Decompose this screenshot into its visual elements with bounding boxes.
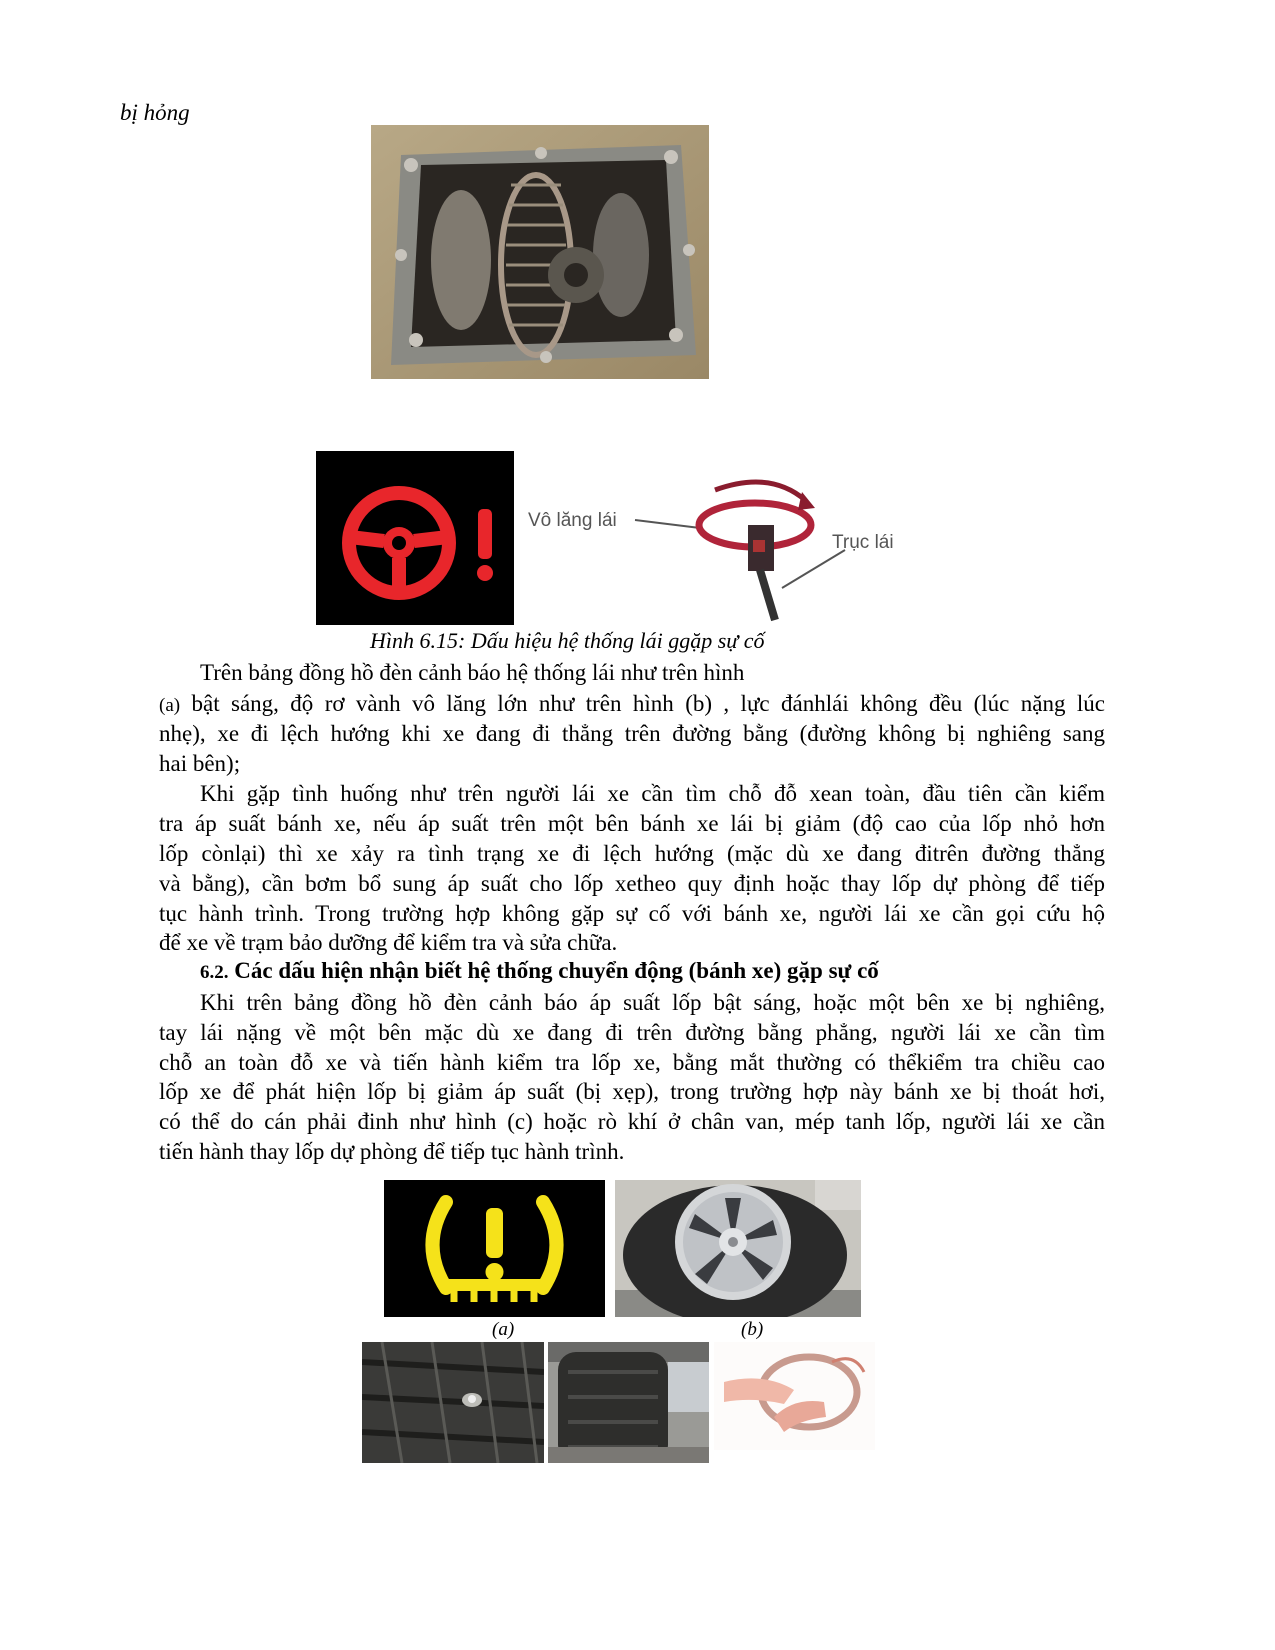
differential-photo [371,125,709,379]
top-text: bị hỏng [120,100,190,125]
paragraph-action-line4: và bằng), cần bơm bổ sung áp suất cho lốp xetheo quy định hoặc thay lốp dự phòng để tiếp [159,871,1105,896]
paragraph-action-line3: lốp cònlại) thì xe xảy ra tình trạng xe đi lệch hướng (mặc dù xe đang đitrên đường thẳng [159,841,1105,866]
hands-steering-wheel-illustration [714,1342,875,1450]
flat-tire-photo [615,1180,861,1317]
figure-label-b: (b) [741,1319,764,1340]
paragraph-steering-line2: (a) bật sáng, độ rơ vành vô lăng lớn như trên hình (b) , lực đánhlái không đều (lúc nặng lúc [159,691,1105,716]
paragraph-wheels-line6: tiến hành thay lốp dự phòng để tiếp tục hành trình. [159,1139,625,1164]
paragraph-steering-line4: hai bên); [159,751,241,776]
paragraph-wheels-line4: lốp xe để phát hiện lốp bị giảm áp suất (bị xẹp), trong trường hợp này bánh xe bị thoát hơi, [159,1079,1105,1104]
paragraph-action-line6: để xe về trạm bảo dưỡng để kiểm tra và sửa chữa. [159,930,618,955]
steering-diagram [520,470,910,628]
tpms-warning-lamp [384,1180,605,1317]
paragraph-marker-a: (a) [159,695,181,716]
paragraph-wheels-line2: tay lái nặng về một bên mặc dù xe đang đi trên đường bằng phẳng, người lái xe cần tìm [159,1020,1105,1045]
paragraph-wheels-line3: chỗ an toàn đỗ xe và tiến hành kiểm tra lốp xe, bằng mắt thường có thểkiểm tra chiều cao [159,1050,1105,1075]
paragraph-wheels-line1: Khi trên bảng đồng hồ đèn cảnh báo áp suất lốp bật sáng, hoặc một bên xe bị nghiêng, [200,990,1105,1015]
paragraph-action-line1: Khi gặp tình huống như trên người lái xe cần tìm chỗ đỗ xean toàn, đầu tiên cần kiểm [200,781,1105,806]
paragraph-steering-line3: nhẹ), xe đi lệch hướng khi xe đang đi thẳng trên đường bằng (đường không bị nghiêng sang [159,721,1105,746]
steering-warning-lamp [316,451,514,625]
section-heading-6-2: 6.2. Các dấu hiện nhận biết hệ thống chuyển động (bánh xe) gặp sự cố [200,958,879,983]
paragraph-steering-line1: Trên bảng đồng hồ đèn cảnh báo hệ thống lái như trên hình [200,660,745,685]
label-steering-shaft: Trục lái [832,532,894,553]
label-steering-wheel: Vô lăng lái [528,510,617,531]
underinflated-tire-photo [548,1342,709,1463]
paragraph-action-line5: tục hành trình. Trong trường hợp không gặp sự cố với bánh xe, người lái xe cần gọi cứu hộ [159,901,1105,926]
figure-label-a: (a) [492,1319,515,1340]
paragraph-wheels-line5: có thể do cán phải đinh như hình (c) hoặc rò khí ở chân van, mép tanh lốp, người lái xe cần [159,1109,1105,1134]
tire-tread-nail-photo [362,1342,544,1463]
paragraph-action-line2: tra áp suất bánh xe, nếu áp suất trên một bên bánh xe lái bị giảm (độ cao của lốp nhỏ hơn [159,811,1105,836]
figure-caption-6-15: Hình 6.15: Dấu hiệu hệ thống lái ggặp sự cố [370,628,765,653]
